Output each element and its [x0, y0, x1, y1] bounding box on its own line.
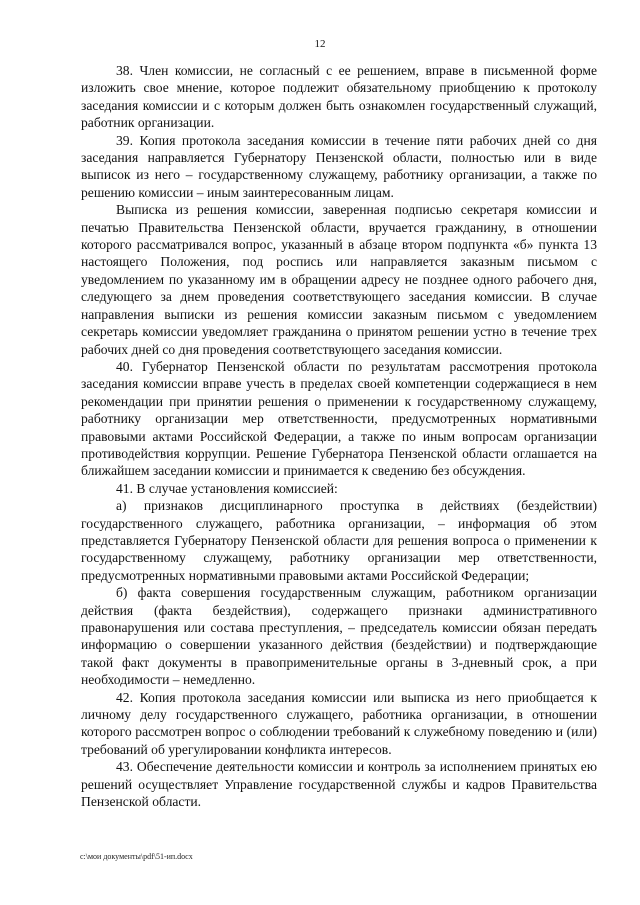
paragraph-39: 39. Копия протокола заседания комиссии в течение пяти рабочих дней со дня заседания направляется Губернатору Пензенской области, полностью или в виде выписок из него – государственному служащему, работнику организации, а также по решению комиссии – иным заинтересованным лицам. — [81, 132, 597, 200]
paragraph-41: 41. В случае установления комиссией: — [116, 480, 338, 496]
paragraph-39-extract: Выписка из решения комиссии, заверенная подписью секретаря комиссии и печатью Правительства Пензенской области, вручается гражданину, в отношении которого рассматривался вопрос, указанный в абзаце втором подпункта «б» пункта 13 настоящего Положения, под роспись или направляется заказным письмом с уведомлением по указанному им в обращении адресу не позднее одного рабочего дня, следующего за днем проведения соответствующего заседания комиссии. В случае направления выписки из решения комиссии заказным письмом с уведомлением секретарь комиссии уведомляет гражданина о принятом решении устно в течение трех рабочих дней со дня проведения соответствующего заседания комиссии. — [81, 202, 597, 357]
footer-file-path: c:\мои документы\pdf\51-ип.docx — [80, 852, 193, 861]
paragraph-38: 38. Член комиссии, не согласный с ее решением, вправе в письменной форме изложить свое мнение, которое подлежит обязательному приобщению к протоколу заседания комиссии и с которым должен быть ознакомлен государственный служащий, работник организации. — [81, 63, 597, 131]
paragraph-41-b: б) факта совершения государственным служащим, работником организации действия (факта бездействия), содержащего признаки административного правонарушения или состава преступления, – председатель комиссии обязан передать информацию о совершении указанного действия (бездействии) и подтверждающие такой факт документы в правоприменительные органы в 3-дневный срок, а при необходимости – немедленно. — [81, 585, 597, 688]
paragraph-42: 42. Копия протокола заседания комиссии или выписка из него приобщается к личному делу государственного служащего, работника организации, в отношении которого рассмотрен вопрос о соблюдении требований к служебному поведению и (или) требований об урегулировании конфликта интересов. — [81, 689, 597, 757]
paragraph-43: 43. Обеспечение деятельности комиссии и контроль за исполнением принятых ею решений осуществляет Управление государственной службы и кадров Правительства Пензенской области. — [81, 759, 597, 810]
page-number: 12 — [314, 38, 326, 50]
paragraph-40: 40. Губернатор Пензенской области по результатам рассмотрения протокола заседания комиссии вправе учесть в пределах своей компетенции содержащиеся в нем рекомендации при принятии решения о применении к государственному служащему, работнику организации мер ответственности, предусмотренных нормативными правовыми актами Российской Федерации, а также по иным вопросам организации противодействия коррупции. Решение Губернатора Пензенской области оглашается на ближайшем заседании комиссии и принимается к сведению без обсуждения. — [81, 358, 597, 479]
document-body — [81, 62, 597, 810]
paragraph-41-a: а) признаков дисциплинарного проступка в действиях (бездействии) государственного служащего, работника организации, – информация об этом представляется Губернатору Пензенской области для решения вопроса о применении к государственному служащему, работнику организации мер ответственности, предусмотренных нормативными правовыми актами Российской Федерации; — [81, 498, 597, 583]
